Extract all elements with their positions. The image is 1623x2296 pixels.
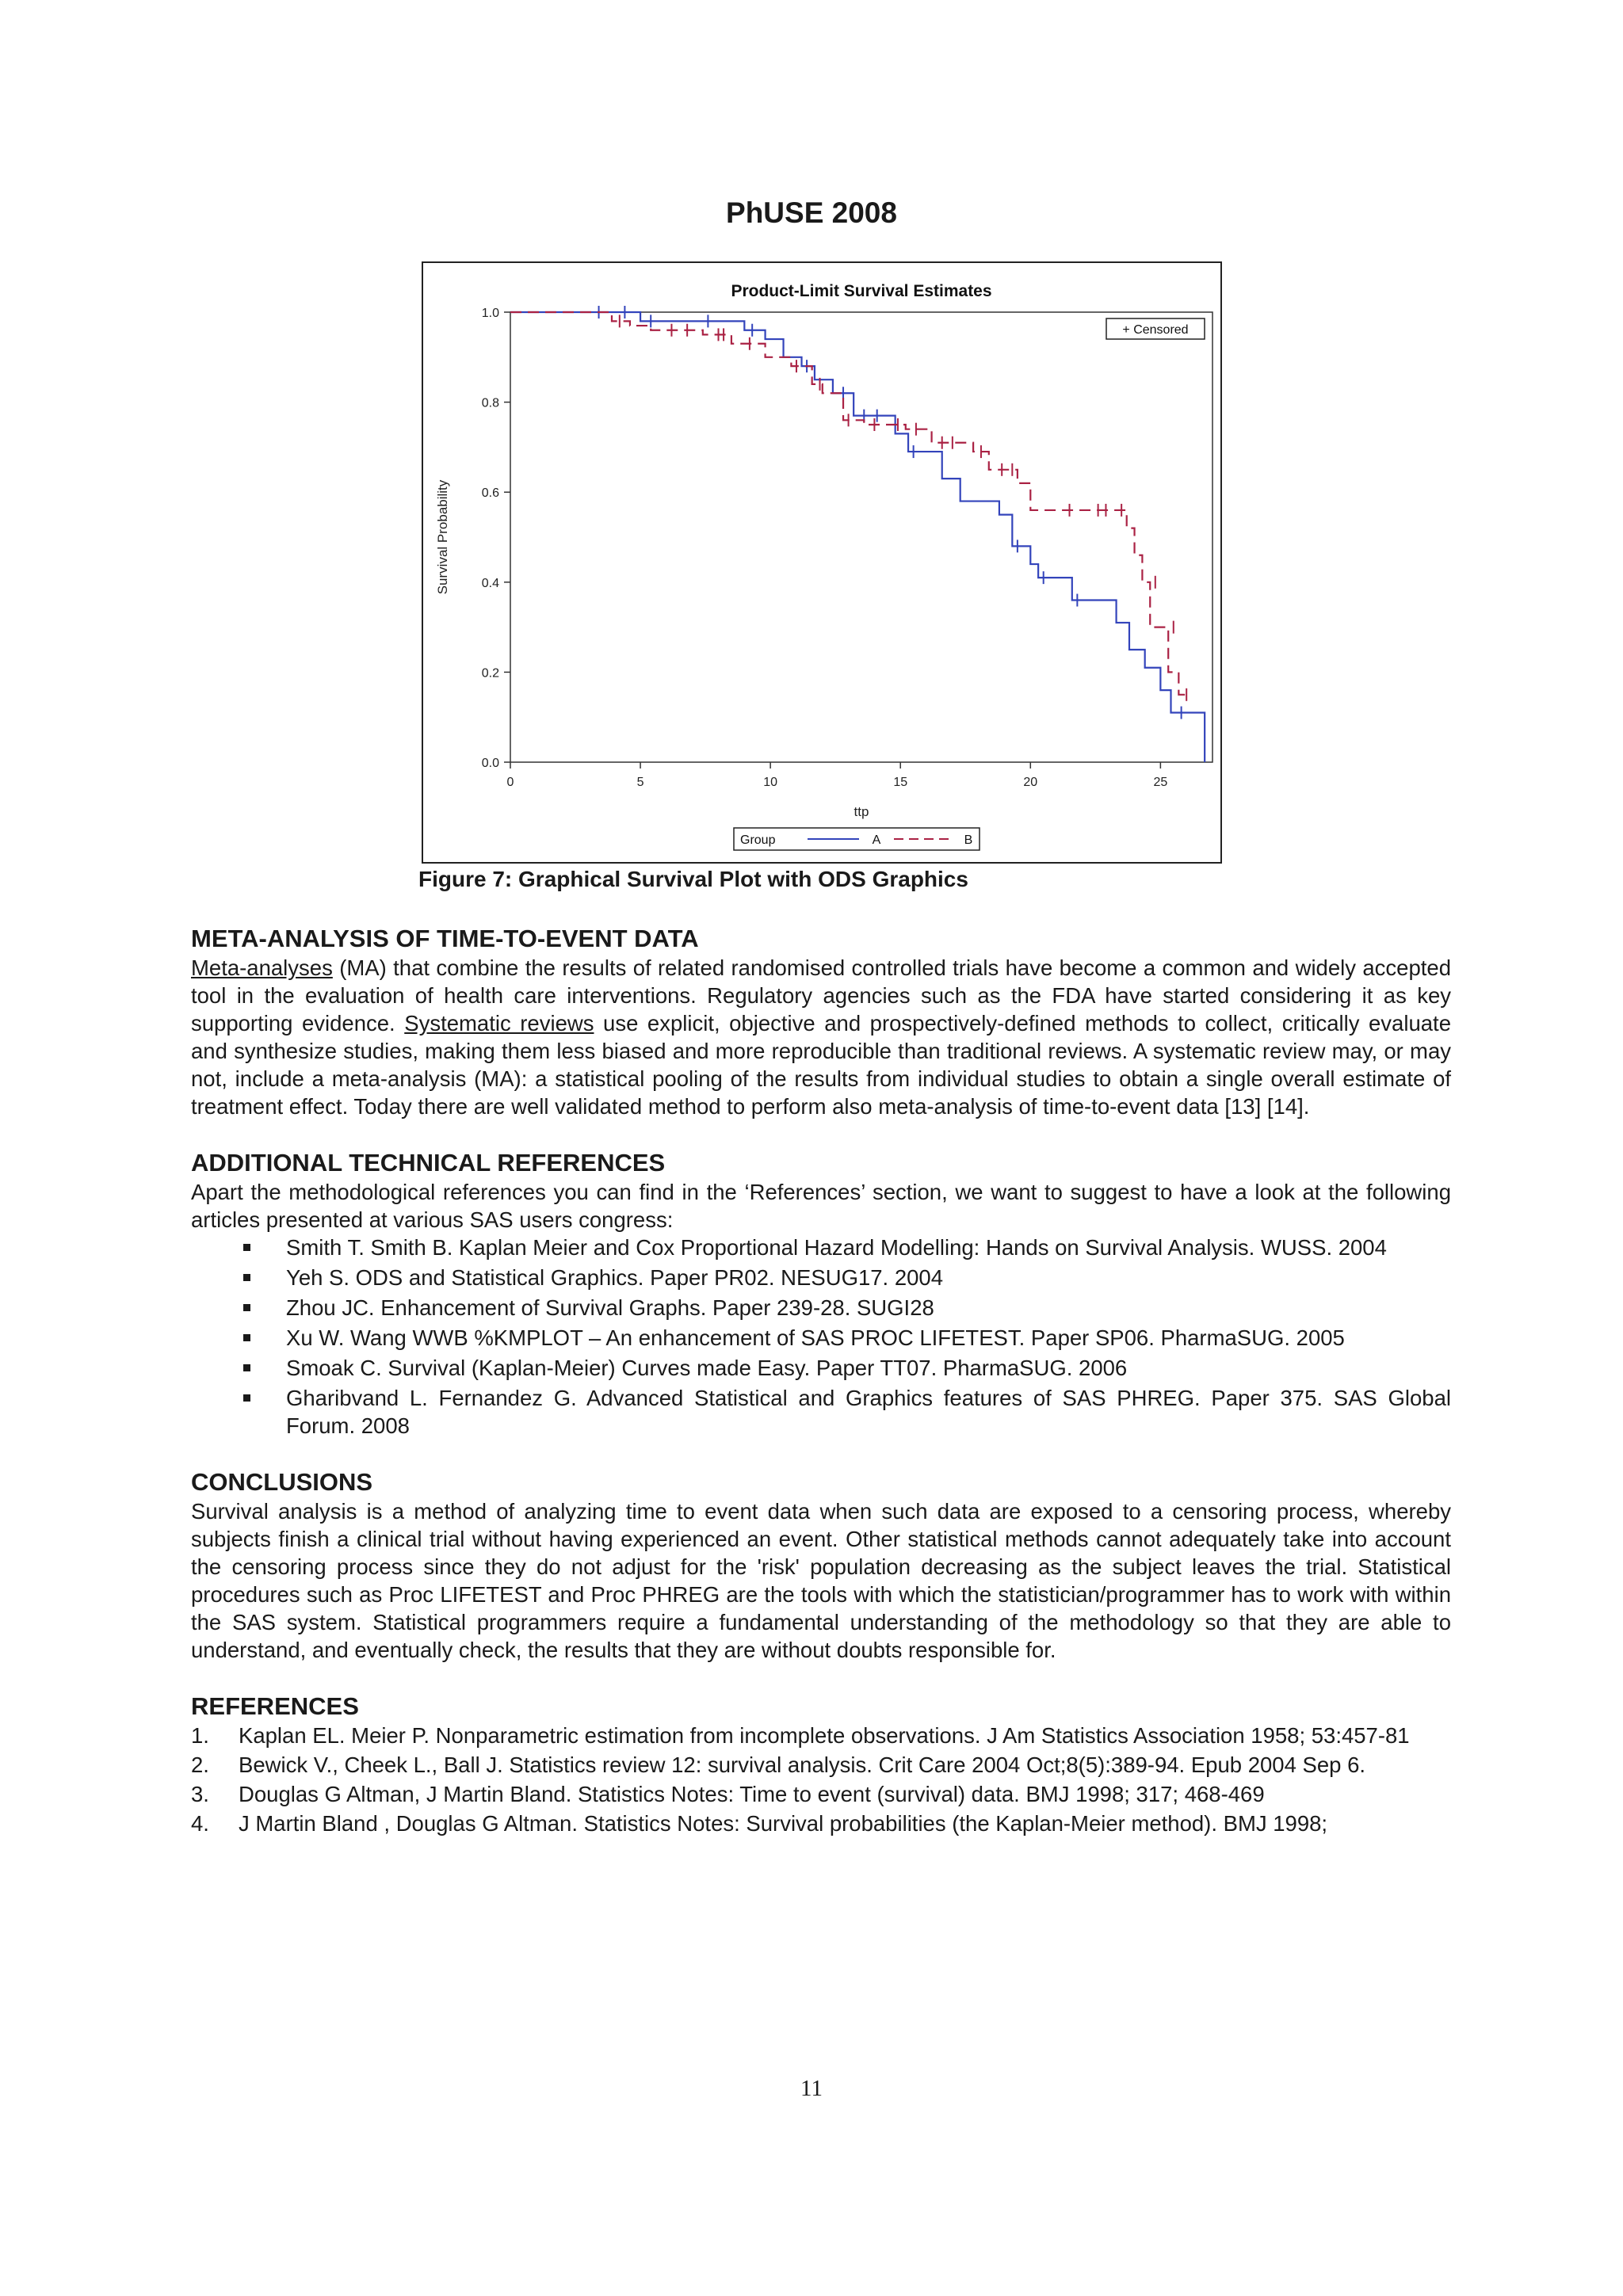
y-tick-label: 0.0 [481, 757, 499, 770]
y-tick-label: 1.0 [481, 307, 499, 320]
y-tick-label: 0.2 [481, 666, 499, 681]
section-heading: META-ANALYSIS OF TIME-TO-EVENT DATA [191, 925, 699, 952]
reference-text: Douglas G Altman, J Martin Bland. Statistics Notes: Time to event (survival) data. BMJ 1998; 317; 468-469 [239, 1782, 1265, 1806]
reference-item [191, 1751, 1451, 1779]
survival-curve-B [510, 312, 1189, 695]
section-heading: CONCLUSIONS [191, 1468, 373, 1496]
reference-item [191, 1722, 1451, 1749]
list-item: Smith T. Smith B. Kaplan Meier and Cox Proportional Hazard Modelling: Hands on Survival Analysis. WUSS. 2004 [191, 1234, 1451, 1261]
page-number: 11 [800, 2076, 823, 2101]
list-item: Smoak C. Survival (Kaplan-Meier) Curves made Easy. Paper TT07. PharmaSUG. 2006 [191, 1354, 1451, 1382]
section-paragraph: Apart the methodological references you can find in the ‘References’ section, we want to suggest to have a look at the following articles presented at various SAS users congress: [191, 1180, 1451, 1232]
reference-number: 1. [191, 1723, 209, 1748]
reference-number: 4. [191, 1811, 209, 1836]
chart-title: Product-Limit Survival Estimates [731, 282, 992, 300]
legend-label-A: A [872, 833, 881, 847]
x-axis-label: ttp [854, 804, 869, 819]
legend-label-B: B [964, 833, 973, 847]
section-conclusions [191, 1467, 1451, 1664]
running-header: PhUSE 2008 [726, 196, 897, 229]
section-paragraph [191, 954, 1451, 1120]
systematic-reviews-link[interactable]: Systematic reviews [404, 1011, 594, 1035]
x-tick-label: 5 [636, 776, 644, 789]
meta-analyses-link[interactable]: Meta-analyses [191, 955, 333, 980]
reference-item [191, 1780, 1451, 1808]
list-item: Yeh S. ODS and Statistical Graphics. Paper PR02. NESUG17. 2004 [191, 1264, 1451, 1291]
section-additional-references [191, 1148, 1451, 1440]
x-tick-label: 10 [763, 776, 778, 789]
x-tick-label: 20 [1023, 776, 1038, 789]
section-meta-analysis [191, 924, 1451, 1120]
list-item: Xu W. Wang WWB %KMPLOT – An enhancement of SAS PROC LIFETEST. Paper SP06. PharmaSUG. 2005 [191, 1324, 1451, 1352]
reference-text: Bewick V., Cheek L., Ball J. Statistics review 12: survival analysis. Crit Care 2004 Oct;8(5):389-94. Epub 2004 Sep 6. [239, 1753, 1366, 1777]
survival-plot [423, 263, 1220, 862]
section-paragraph: Survival analysis is a method of analyzing time to event data when such data are exposed to a censoring process, whereby subjects finish a clinical trial without having experienced an event. Other statistical methods cannot adequately take into account the censoring process since they do not adjust for the 'risk' population decreasing as the subject leaves the trial. Statistical procedures such as Proc LIFETEST and Proc PHREG are the tools with which the statistician/programmer has to work with within the SAS system. Statistical programmers require a fundamental understanding of the methodology so that they are able to understand, and eventually check, the results that they are without doubts responsible for. [191, 1499, 1451, 1662]
plot-area-frame [510, 312, 1212, 762]
x-tick-label: 0 [506, 776, 514, 789]
figure-caption: Figure 7: Graphical Survival Plot with ODS Graphics [418, 867, 968, 891]
x-tick-label: 15 [893, 776, 908, 789]
reference-number: 2. [191, 1753, 209, 1777]
y-axis-label: Survival Probability [435, 479, 450, 595]
page-content [191, 924, 1451, 1865]
section-references [191, 1691, 1451, 1837]
section-heading: ADDITIONAL TECHNICAL REFERENCES [191, 1149, 666, 1177]
group-legend-label: Group [740, 833, 776, 847]
reference-item [191, 1810, 1451, 1837]
censored-legend-text: + Censored [1122, 323, 1189, 337]
y-tick-label: 0.8 [481, 396, 499, 410]
section-heading: REFERENCES [191, 1692, 359, 1720]
additional-references-list [191, 1234, 1451, 1440]
survival-figure [422, 261, 1222, 864]
reference-text: J Martin Bland , Douglas G Altman. Statistics Notes: Survival probabilities (the Kaplan-Meier method). BMJ 1998; [239, 1811, 1328, 1836]
reference-number: 3. [191, 1782, 209, 1806]
list-item: Zhou JC. Enhancement of Survival Graphs. Paper 239-28. SUGI28 [191, 1294, 1451, 1322]
y-tick-label: 0.6 [481, 486, 499, 501]
list-item: Gharibvand L. Fernandez G. Advanced Statistical and Graphics features of SAS PHREG. Paper 375. SAS Global Forum. 2008 [191, 1384, 1451, 1440]
paragraph-text: (MA) that combine the results of related randomised controlled trials have become a common and widely accepted tool in the evaluation of health care interventions. Regulatory agencies such as the FDA have started considering it as key supporting evidence. [191, 955, 1451, 1035]
reference-text: Kaplan EL. Meier P. Nonparametric estimation from incomplete observations. J Am Statistics Association 1958; 53:457-81 [239, 1723, 1410, 1748]
x-tick-label: 25 [1153, 776, 1168, 789]
survival-curve-A [510, 312, 1205, 762]
references-list [191, 1722, 1451, 1837]
y-tick-label: 0.4 [481, 576, 499, 590]
paragraph-text: use explicit, objective and prospectively-defined methods to collect, critically evaluate and synthesize studies, making them less biased and more reproducible than traditional reviews. A systematic review may, or may not, include a meta-analysis (MA): a statistical pooling of the results from individual studies to obtain a single overall estimate of treatment effect. Today there are well validated method to perform also meta-analysis of time-to-event data [13] [14]. [191, 1011, 1451, 1119]
